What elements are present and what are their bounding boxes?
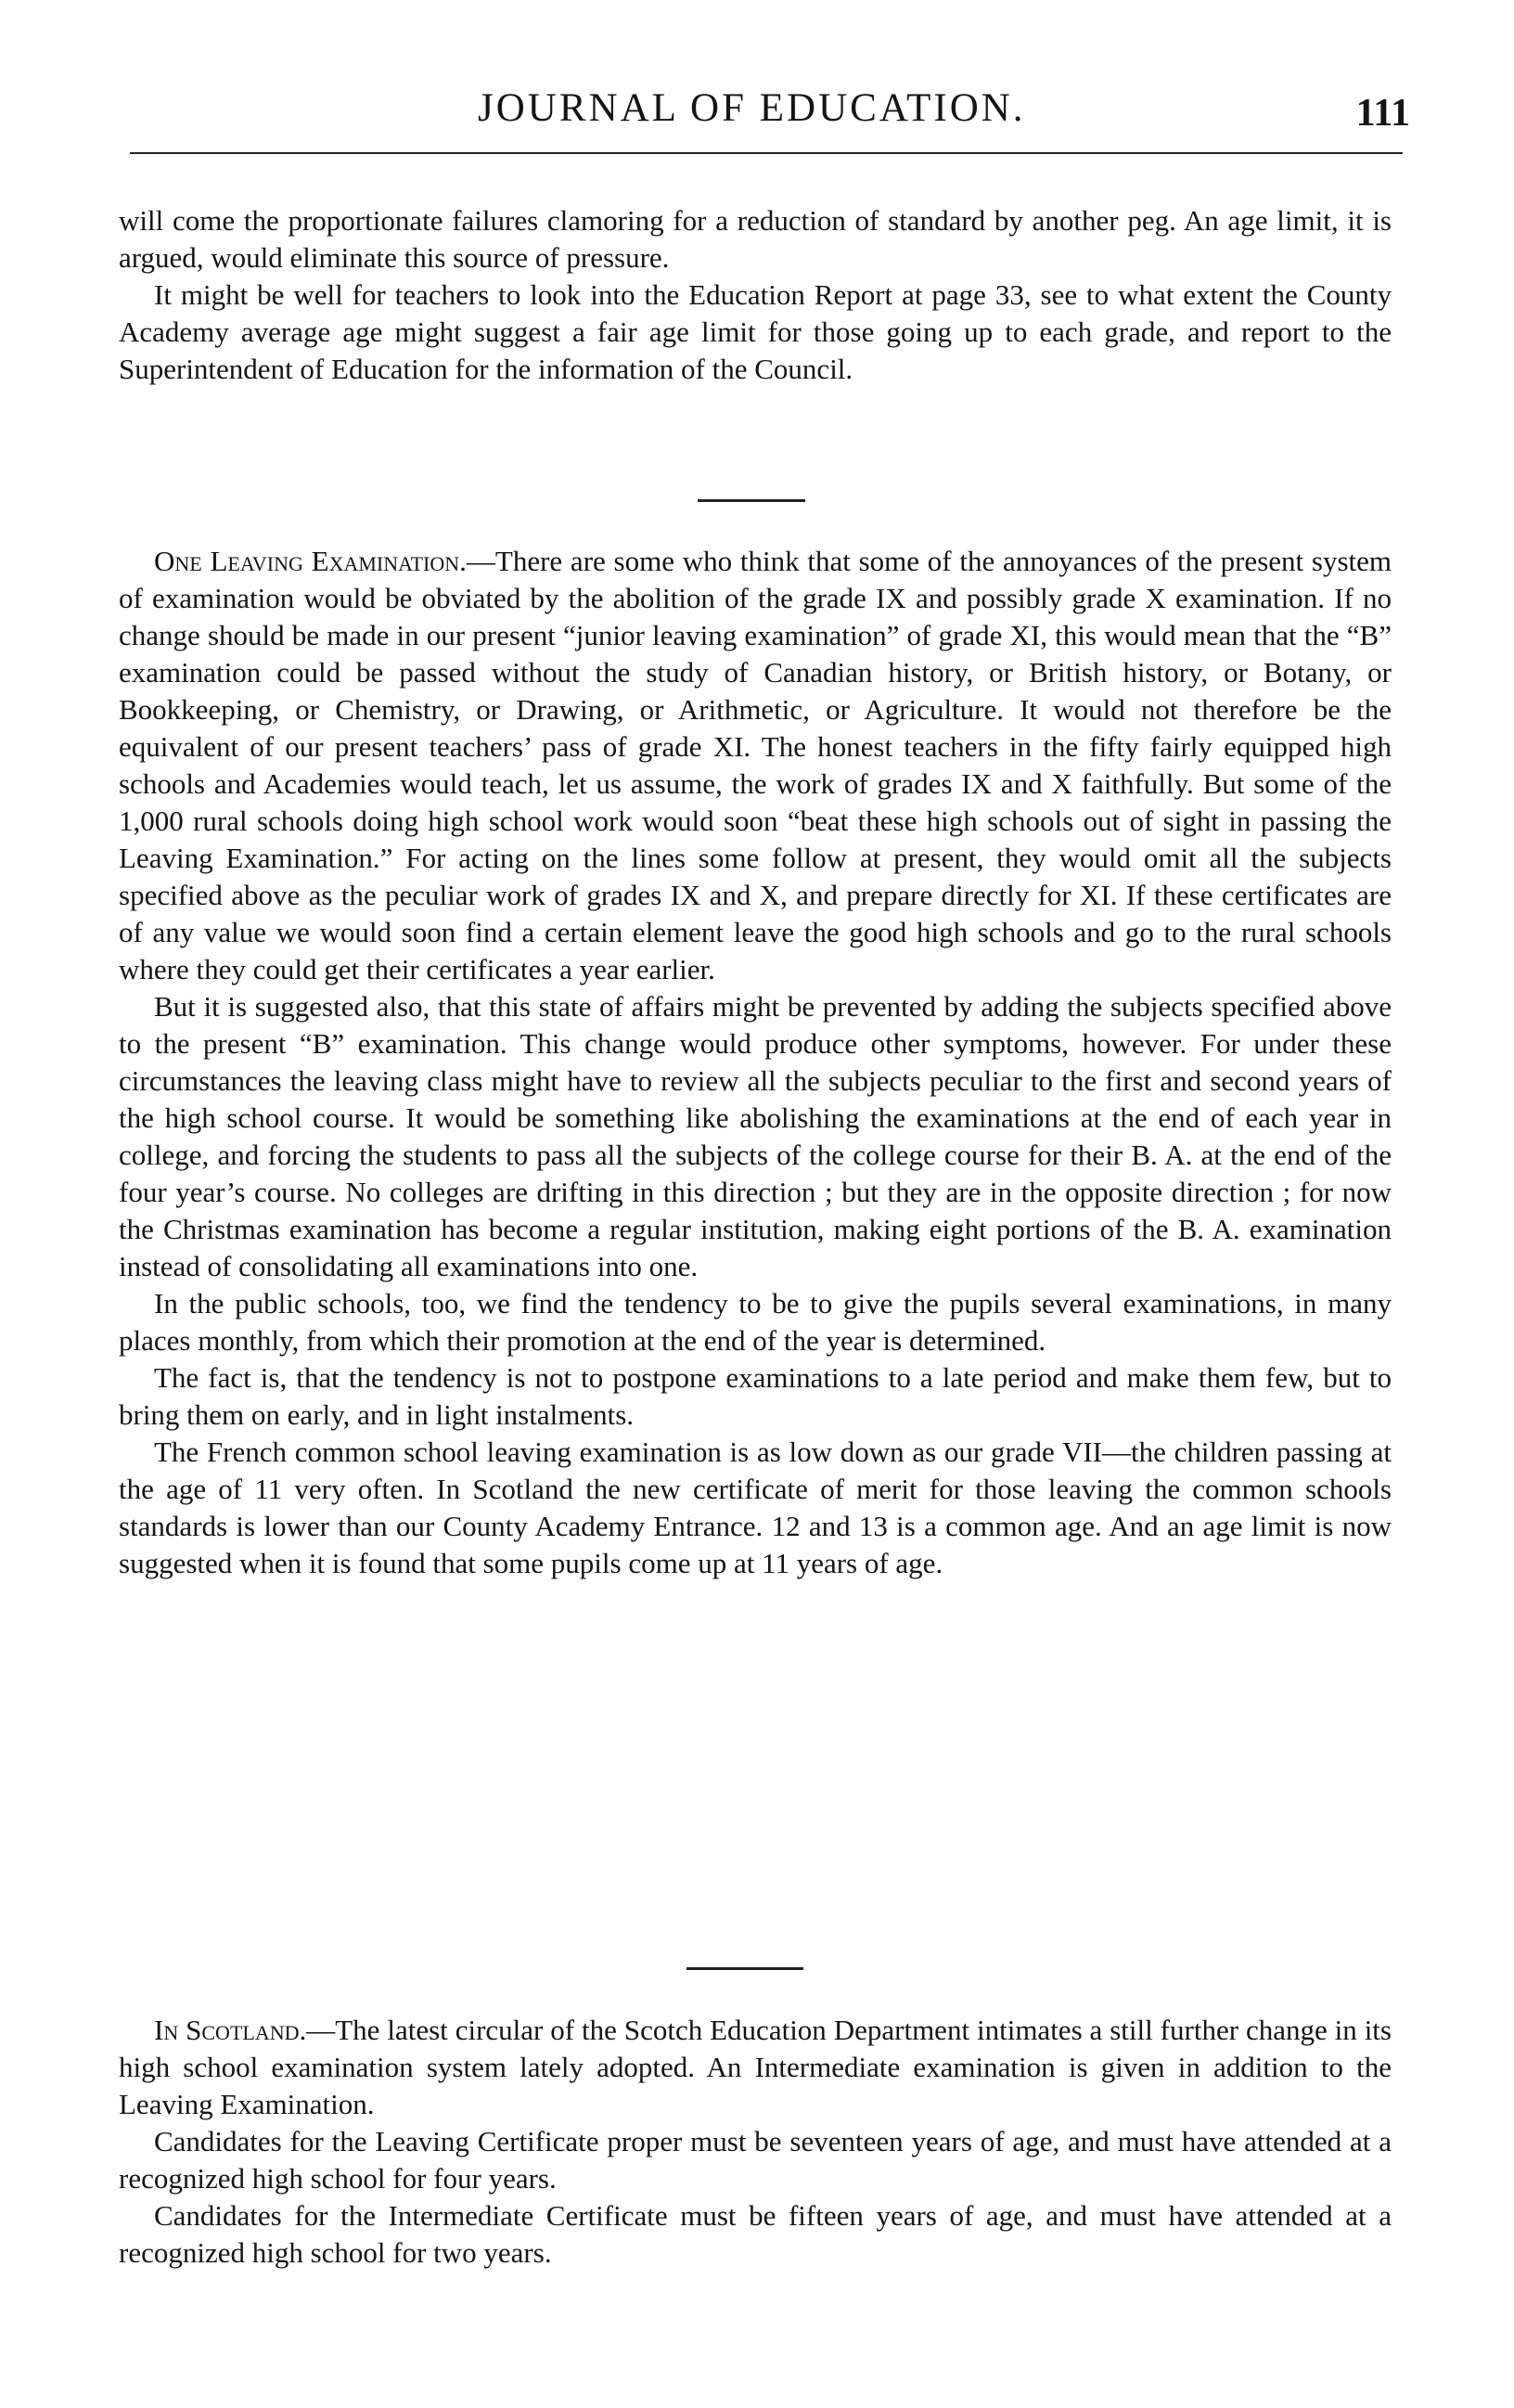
article-heading: In Scotland. — [154, 2014, 307, 2046]
page-number: 111 — [1355, 92, 1410, 135]
paragraph: But it is suggested also, that this state of affairs might be prevented by adding the subjects specified above to the present “B” examination. This change would produce other symptoms, however. For under these circumstances the leaving class might have to review all the subjects peculiar to the first and second years of the high school course. It would be something like abolishing the examinations at the end of each year in college, and forcing the students to pass all the subjects of the college course for their B. A. at the end of the four year’s course. No colleges are drifting in this direction ; but they are in the opposite direction ; for now the Christmas examination has become a regular institution, making eight portions of the B. A. examination instead of consolidating all examinations into one. — [119, 990, 1392, 1282]
continued-article — [119, 202, 1392, 388]
paragraph: The French common school leaving examination is as low down as our grade VII—the children passing at the age of 11 very often. In Scotland the new certificate of merit for those leaving the common schools standards is lower than our County Academy Entrance. 12 and 13 is a common age. And an age limit is now suggested when it is found that some pupils come up at 11 years of age. — [119, 1436, 1392, 1579]
lead-text: —The latest circular of the Scotch Education Department intimates a still further change in its high school examination system lately adopted. An Intermediate examination is given in addition to the Leaving Examination. — [119, 2014, 1392, 2120]
lead-paragraph — [119, 2012, 1392, 2123]
section-divider — [686, 1967, 803, 1970]
journal-title: JOURNAL OF EDUCATION. — [478, 86, 1026, 130]
lead-text: —There are some who think that some of the annoyances of the present system of examination would be obviated by the abolition of the grade IX and possibly grade X examination. If no change should be made in our present “junior leaving examination” of grade XI, this would mean that the “B” examination could be passed without the study of Canadian history, or British history, or Botany, or Bookkeeping, or Chemistry, or Drawing, or Arithmetic, or Agriculture. It would not therefore be the equivalent of our present teachers’ pass of grade XI. The honest teachers in the fifty fairly equipped high schools and Academies would teach, let us assume, the work of grades IX and X faithfully. But some of the 1,000 rural schools doing high school work would soon “beat these high schools out of sight in passing the Leaving Examination.” For acting on the lines some follow at present, they would omit all the subjects specified above as the peculiar work of grades IX and X, and prepare directly for XI. If these certificates are of any value we would soon find a certain element leave the good high schools and go to the rural schools where they could get their certificates a year earlier. — [119, 545, 1392, 985]
article-in-scotland — [119, 2012, 1392, 2272]
section-divider — [698, 499, 805, 502]
lead-paragraph — [119, 543, 1392, 988]
paragraph: Candidates for the Intermediate Certificate must be fifteen years of age, and must have attended at a recognized high school for two years. — [119, 2199, 1392, 2269]
paragraph: It might be well for teachers to look into the Education Report at page 33, see to what extent the County Academy average age might suggest a fair age limit for those going up to each grade, and report to the Superintendent of Education for the information of the Council. — [119, 278, 1392, 385]
header-rule — [130, 152, 1403, 154]
article-heading: One Leaving Examination. — [154, 545, 467, 577]
article-one-leaving-examination — [119, 543, 1392, 1582]
paragraph: Candidates for the Leaving Certificate proper must be seventeen years of age, and must have attended at a recognized high school for four years. — [119, 2125, 1392, 2195]
running-head — [130, 85, 1410, 150]
paragraph: The fact is, that the tendency is not to postpone examinations to a late period and make them few, but to bring them on early, and in light instalments. — [119, 1361, 1392, 1431]
paragraph: In the public schools, too, we find the tendency to be to give the pupils several examinations, in many places monthly, from which their promotion at the end of the year is determined. — [119, 1287, 1392, 1357]
paragraph: will come the proportionate failures clamoring for a reduction of standard by another peg. An age limit, it is argued, would eliminate this source of pressure. — [119, 204, 1392, 274]
